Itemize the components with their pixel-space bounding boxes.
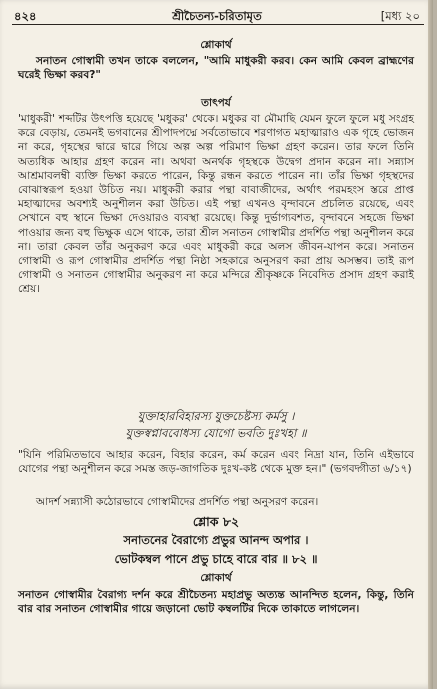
section-label: [মধ্য ২০ bbox=[380, 9, 420, 23]
verse-line-2: ভোটকম্বল পানে প্রভু চাহে বারে বার ॥ ৮২ ॥ bbox=[114, 552, 318, 566]
sanskrit-line-2: যুক্তস্বপ্নাববোধস্য যোগো ভবতি দুঃখহা ॥ bbox=[125, 426, 307, 440]
gita-quote: "যিনি পরিমিতভাবে আহার করেন, বিহার করেন, কর্ম করেন এবং নিদ্রা যান, তিনি এইভাবে যোগের পন্থা অনুশীলন করে সমস্ত জড়-জাগতিক দুঃখ-কষ্ট থেকে মুক্ত হন।" (ভগবদ্গীতা ৬/১৭) bbox=[18, 449, 414, 476]
book-title: শ্রীচৈতন্য-চরিতামৃত bbox=[172, 9, 262, 23]
translation-text-2: সনাতন গোস্বামীর বৈরাগ্য দর্শন করে শ্রীচৈতন্য মহাপ্রভু অত্যন্ত আনন্দিত হলেন, কিন্তু, তিনি বার বার সনাতন গোস্বামীর গায়ে জড়ানো ভোট কম্বলটির দিকে তাকাতে লাগলেন। bbox=[18, 589, 414, 616]
shloka-heading: শ্লোক ৮২ bbox=[192, 514, 240, 529]
page-number: ৪২৪ bbox=[14, 9, 37, 23]
header-rule bbox=[12, 24, 424, 25]
translation-heading-2: শ্লোকার্থ bbox=[200, 572, 232, 584]
verse-line-1: সনাতনের বৈরাগ্যে প্রভুর আনন্দ অপার । bbox=[123, 533, 309, 547]
sanskrit-line-1: যুক্তাহারবিহারস্য যুক্তচেষ্টস্য কর্মসু । bbox=[137, 409, 295, 423]
closing-line: আদর্শ সন্ন্যাসী কঠোরভাবে গোস্বামীদের প্রদর্শিত পন্থা অনুসরণ করেন। bbox=[36, 496, 319, 508]
purport-paragraph: 'মাধুকরী' শব্দটির উৎপত্তি হয়েছে 'মধুকর' থেকে। মধুকর বা মৌমাছি যেমন ফুলে ফুলে মধু সংগ্রহ করে বেড়ায়, তেমনই ভগবানের শ্রীপাদপদ্মে সর্বতোভাবে শরণাগত মহাত্মারাও এক গৃহে ভোজন না করে, গৃহস্থের দ্বারে দ্বারে গিয়ে অল্প অল্প পরিমাণ ভিক্ষা গ্রহণ করেন। তার ফলে তিনি অত্যধিক আহার গ্রহণ করেন না। অথবা অনর্থক গৃহস্থকে উদ্বেগ প্রদান করেন না। সন্ন্যাস আশ্রমাবলম্বী ব্যক্তি ভিক্ষা করতে পারেন, কিন্তু রন্ধন করতে পারেন না। তাঁর ভিক্ষা গৃহস্থদের বোঝাস্বরূপ হওয়া উচিত নয়। মাধুকরী করার পন্থা বাবাজীদের, অর্থাৎ পরমহংস স্তরে প্রাপ্ত মহাত্মাদের অবশ্যই অনুশীলন করা উচিত। এই পন্থা এখনও বৃন্দাবনে প্রচলিত রয়েছে, এবং সেখানে বহু স্থানে ভিক্ষা দেওয়ারও ব্যবস্থা রয়েছে। কিন্তু দুর্ভাগ্যবশত, বৃন্দাবনে সহজে ভিক্ষা পাওয়ার জন্য বহু ভিক্ষুক এসে থাকে, তারা শ্রীল সনাতন গোস্বামীর প্রদর্শিত পন্থা অনুশীলন করে না। তারা কেবল তাঁর অনুকরণ করে এবং মাধুকরী করে অলস জীবন-যাপন করে। সনাতন গোস্বামী ও রূপ গোস্বামীর প্রদর্শিত পন্থা নিষ্ঠা সহকারে অনুসরণ করা প্রায় অসম্ভব। তাই রূপ গোস্বামী ও সনাতন গোস্বামীর অনুকরণ না করে মন্দিরে শ্রীকৃষ্ণকে নিবেদিত প্রসাদ গ্রহণ করাই শ্রেয়। bbox=[18, 113, 414, 296]
purport-heading: তাৎপর্য bbox=[201, 97, 231, 109]
translation-text: সনাতন গোস্বামী তখন তাকে বললেন, "আমি মাধুকরী করব। কেন আমি কেবল ব্রাহ্মণের ঘরেই ভিক্ষা করব?" bbox=[18, 55, 414, 82]
translation-heading: শ্লোকার্থ bbox=[200, 39, 232, 51]
